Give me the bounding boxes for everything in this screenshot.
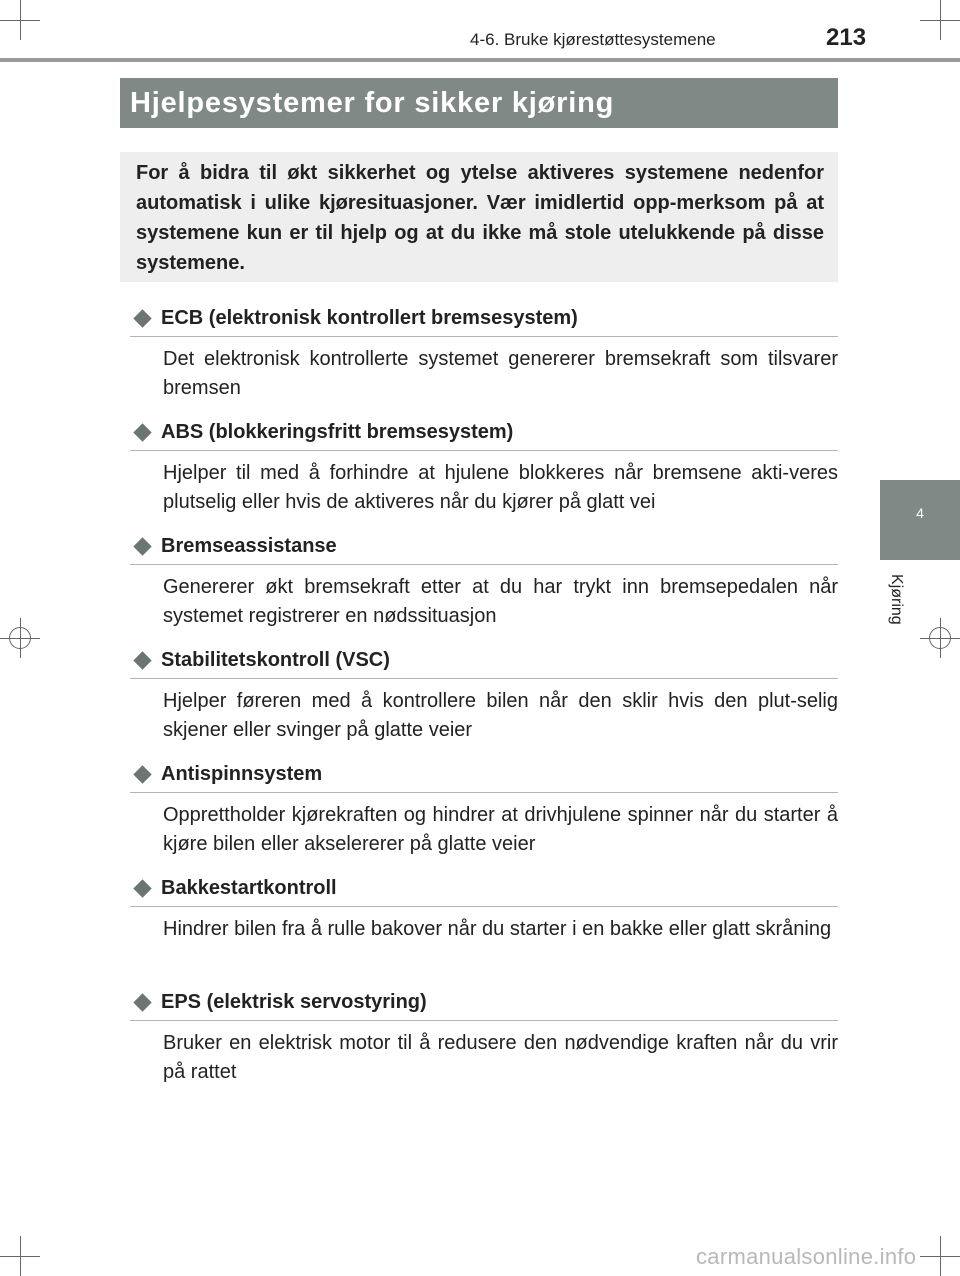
chapter-number: 4 [916,505,924,521]
page-title: Hjelpesystemer for sikker kjøring [120,78,838,128]
section-heading [130,756,838,793]
section-description: Opprettholder kjørekraften og hindrer at drivhjulene spinner når du starter å kjøre bilen eller akselererer på glatte veier [163,804,838,855]
section-heading [130,414,838,451]
section-description: Genererer økt bremsekraft etter at du har trykt inn bremsepedalen når systemet registrerer en nødssituasjon [163,576,838,627]
diamond-icon [133,765,151,783]
section-description: Hindrer bilen fra å rulle bakover når du starter i en bakke eller glatt skråning [163,918,832,940]
list-item [130,642,838,756]
list-item [130,870,838,984]
section-heading [130,642,838,679]
watermark: carmanualsonline.info [696,1244,917,1269]
section-heading [130,528,838,565]
page-number: 213 [826,24,867,51]
section-title: ECB (elektronisk kontrollert bremsesystem) [161,306,578,329]
diamond-icon [133,537,151,555]
section-heading [130,870,838,907]
list-item [130,756,838,870]
section-description: Hjelper til med å forhindre at hjulene blokkeres når bremsene akti-veres plutselig eller hvis de aktiveres når du kjører på glatt vei [163,462,838,513]
chapter-label: Kjøring [888,574,905,625]
section-title: Antispinnsystem [161,762,323,785]
crop-mark-icon [0,1236,40,1276]
header-divider [0,58,960,62]
diamond-icon [133,879,151,897]
list-item [130,528,838,642]
crop-mark-icon [0,618,40,658]
systems-list [130,300,838,1098]
section-title: Stabilitetskontroll (VSC) [161,648,390,671]
list-item [130,300,838,414]
diamond-icon [133,309,151,327]
header-section-title: 4-6. Bruke kjørestøttesystemene [470,30,716,49]
section-title: EPS (elektrisk servostyring) [161,990,427,1013]
section-title: Bremseassistanse [161,534,337,557]
crop-mark-icon [920,0,960,40]
crop-mark-icon [920,618,960,658]
list-item [130,414,838,528]
diamond-icon [133,651,151,669]
section-heading [130,984,838,1021]
section-description: Bruker en elektrisk motor til å redusere den nødvendige kraften når du vrir på rattet [163,1032,838,1083]
crop-mark-icon [920,1236,960,1276]
crop-mark-icon [0,0,40,40]
intro-note: For å bidra til økt sikkerhet og ytelse aktiveres systemene nedenfor automatisk i ulike kjøresituasjoner. Vær imidlertid opp-merksom på at systemene kun er til hjelp og at du ikke må stole utelukkende på disse systemene. [120,152,838,282]
list-item [130,984,838,1098]
section-title: ABS (blokkeringsfritt bremsesystem) [161,420,514,443]
section-heading [130,300,838,337]
diamond-icon [133,993,151,1011]
section-description: Hjelper føreren med å kontrollere bilen når den sklir hvis den plut-selig skjener eller svinger på glatte veier [163,690,838,741]
section-title: Bakkestartkontroll [161,876,337,899]
diamond-icon [133,423,151,441]
section-description: Det elektronisk kontrollerte systemet genererer bremsekraft som tilsvarer bremsen [163,348,838,399]
